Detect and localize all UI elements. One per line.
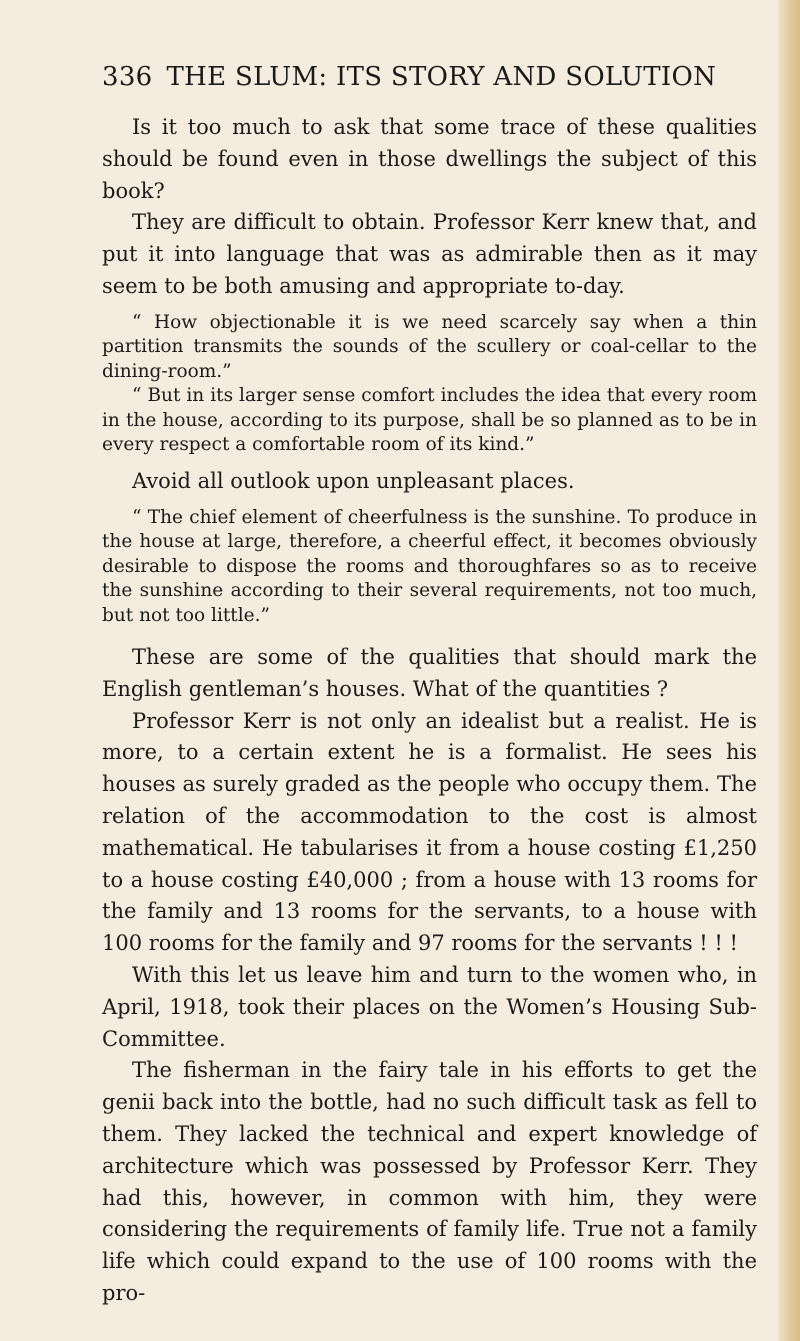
page-body — [102, 112, 757, 1310]
paragraph: With this let us leave him and turn to the women who, in April, 1918, took their places on the Women’s Housing Sub-Committee. — [102, 963, 757, 1051]
page-edge-shadow — [778, 0, 800, 1341]
running-header — [102, 62, 722, 92]
paragraph: The fisherman in the fairy tale in his efforts to get the genii back into the bottle, had no such difficult task as fell to them. They lacked the technical and expert knowledge of architecture which was possessed by Professor Kerr. They had this, however, in common with him, they were considering the requirements of family life. True not a family life which could expand to the use of 100 rooms with the pro- — [102, 1058, 757, 1306]
page-number: 336 — [102, 62, 153, 92]
quotation: “ But in its larger sense comfort includes the idea that every room in the house, according to its purpose, shall be so planned as to be in every respect a comfortable room of its kind.” — [102, 385, 757, 456]
paragraph: These are some of the qualities that should mark the English gentleman’s houses. What of the quantities ? — [102, 645, 757, 701]
running-title: THE SLUM: ITS STORY AND SOLUTION — [166, 62, 717, 92]
quotation: “ How objectionable it is we need scarcely say when a thin partition transmits the sounds of the scullery or coal-cellar to the dining-room.” — [102, 311, 757, 382]
quotation: “ The chief element of cheerfulness is the sunshine. To produce in the house at large, therefore, a cheerful effect, it becomes obviously desirable to dispose the rooms and thoroughfares so as to receive the sunshine according to their several requirements, not too much, but not too little.” — [102, 506, 757, 626]
paragraph: Is it too much to ask that some trace of these qualities should be found even in those dwellings the subject of this book? — [102, 115, 757, 203]
paragraph: Avoid all outlook upon unpleasant places. — [132, 468, 575, 493]
paragraph: Professor Kerr is not only an idealist but a realist. He is more, to a certain extent he is a formalist. He sees his houses as surely graded as the people who occupy them. The relation of the accommodation to the cost is almost mathematical. He tabularises it from a house costing £1,250 to a house costing £40,000 ; from a house with 13 rooms for the family and 13 rooms for the servants, to a house with 100 rooms for the family and 97 rooms for the servants ! ! ! — [102, 708, 757, 956]
paragraph: They are difficult to obtain. Professor Kerr knew that, and put it into language that was as admirable then as it may seem to be both amusing and appropriate to-day. — [102, 210, 757, 298]
